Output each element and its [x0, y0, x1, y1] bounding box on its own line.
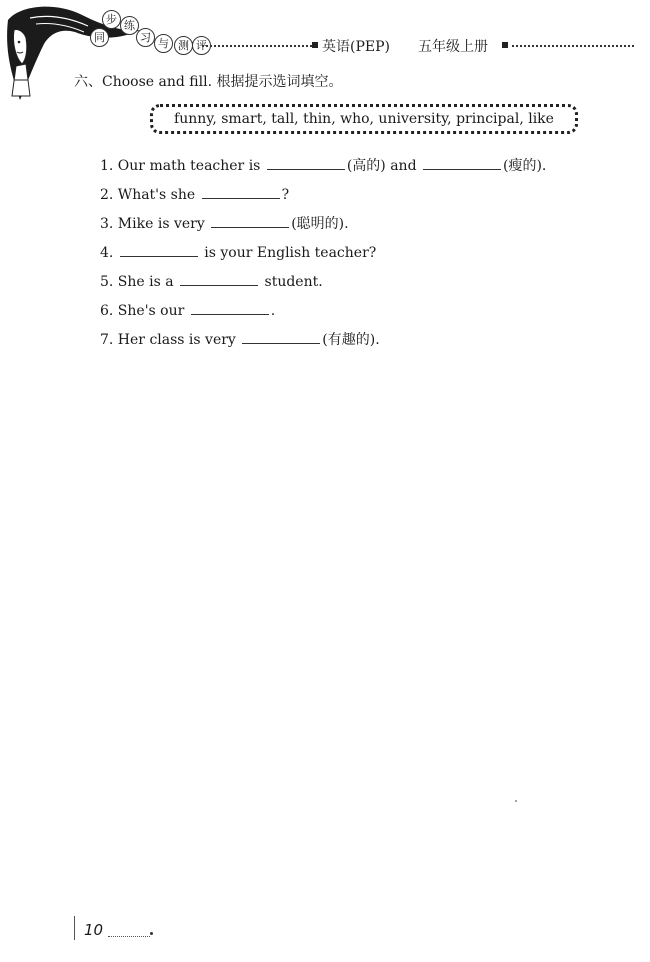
question-text: is your English teacher? — [199, 245, 377, 261]
question-item — [100, 242, 600, 271]
word-bank-box — [150, 104, 578, 134]
word-bank-text: funny, smart, tall, thin, who, university, principal, like — [174, 111, 554, 127]
question-text: 1. Our math teacher is — [100, 158, 265, 174]
question-text: (有趣的). — [322, 332, 380, 348]
page-number: 10 — [84, 921, 104, 939]
answer-blank[interactable] — [191, 300, 269, 315]
question-text: (聪明的). — [291, 216, 349, 232]
logo-char: 同 — [90, 28, 109, 47]
scan-speck — [515, 800, 517, 802]
question-item — [100, 184, 600, 213]
question-text: 6. She's our — [100, 303, 189, 319]
header-square-marker — [502, 42, 508, 48]
question-text: (瘦的). — [502, 158, 547, 174]
question-text: student. — [260, 274, 323, 290]
question-item — [100, 300, 600, 329]
answer-blank[interactable] — [202, 184, 280, 199]
logo-char: 与 — [154, 34, 173, 53]
question-text: . — [270, 303, 276, 319]
logo-char: 步 — [102, 10, 121, 29]
logo-char: 测 — [174, 36, 193, 55]
question-list — [100, 155, 600, 358]
question-text: (高的) and — [346, 158, 421, 174]
answer-blank[interactable] — [423, 155, 501, 170]
header-square-marker — [312, 42, 318, 48]
question-text: 2. What's she — [100, 187, 200, 203]
answer-blank[interactable] — [120, 242, 198, 257]
answer-blank[interactable] — [267, 155, 345, 170]
answer-blank[interactable] — [242, 329, 320, 344]
question-text: 7. Her class is very — [100, 332, 241, 348]
header-dotted-rule — [202, 45, 312, 47]
subject-label: 英语(PEP) — [322, 39, 390, 55]
logo-char: 习 — [136, 28, 155, 47]
footer-dot — [150, 932, 153, 935]
series-logo — [82, 8, 212, 52]
header-dotted-rule — [512, 45, 634, 47]
grade-label: 五年级上册 — [418, 39, 488, 55]
section-title: 六、Choose and fill. 根据提示选词填空。 — [74, 74, 343, 90]
question-item — [100, 213, 600, 242]
question-item — [100, 155, 600, 184]
question-item — [100, 271, 600, 300]
question-text: 5. She is a — [100, 274, 179, 290]
question-text: ? — [281, 187, 290, 203]
answer-blank[interactable] — [180, 271, 258, 286]
question-item — [100, 329, 600, 358]
footer-divider — [74, 916, 75, 940]
question-text: 4. — [100, 245, 118, 261]
logo-char: 练 — [120, 16, 139, 35]
question-text: 3. Mike is very — [100, 216, 210, 232]
answer-blank[interactable] — [211, 213, 289, 228]
logo-char: 评 — [192, 36, 211, 55]
footer-dotted-rule — [108, 936, 150, 937]
